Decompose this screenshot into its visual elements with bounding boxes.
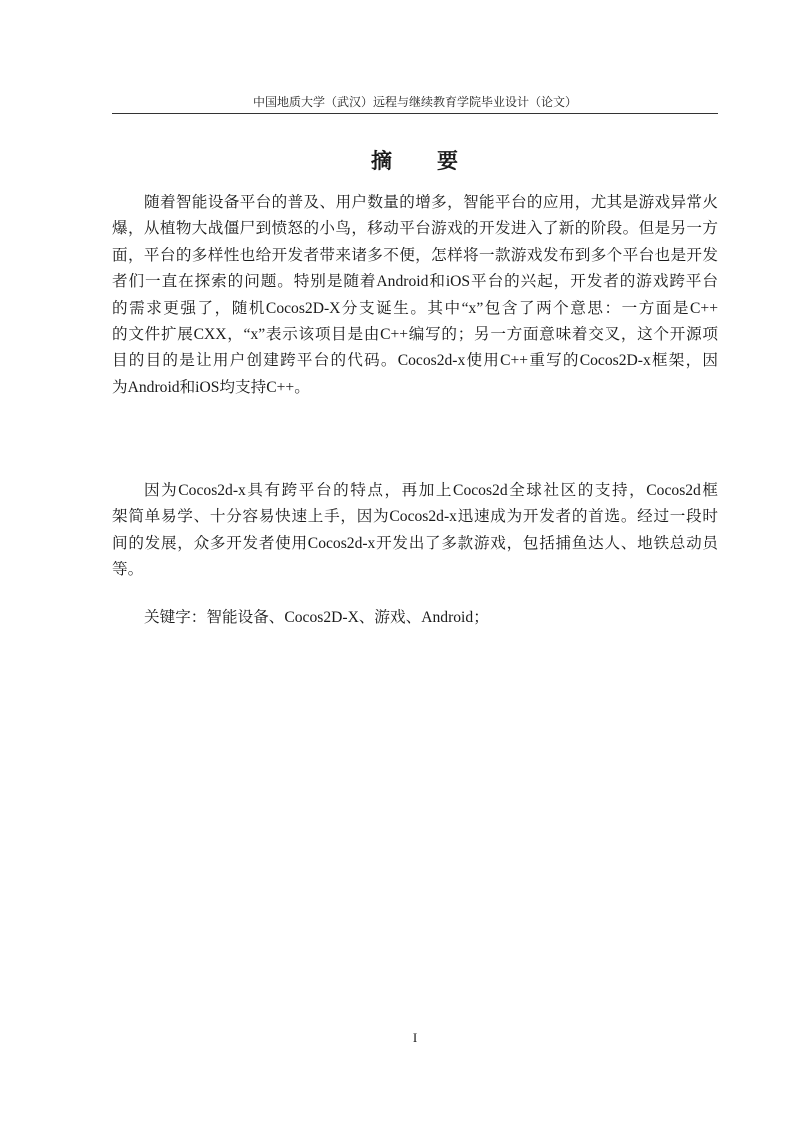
running-header: 中国地质大学（武汉）远程与继续教育学院毕业设计（论文）	[252, 95, 577, 109]
header-rule	[112, 113, 718, 114]
abstract-paragraph-2	[112, 478, 718, 584]
paragraph-line: 的需求更强了，随机Cocos2D-X分支诞生。其中“x”包含了两个意思：一方面是C++	[112, 299, 718, 317]
paragraph-line: 架简单易学、十分容易快速上手，因为Cocos2d-x迅速成为开发者的首选。经过一段时	[112, 508, 718, 526]
paragraph-line: 间的发展，众多开发者使用Cocos2d-x开发出了多款游戏，包括捕鱼达人、地铁总动员	[112, 534, 718, 552]
abstract-paragraph-1	[112, 190, 718, 401]
paragraph-line: 目的目的是让用户创建跨平台的代码。Cocos2d-x使用C++重写的Cocos2D-x框架，因	[112, 352, 718, 370]
paragraph-line: 的文件扩展CXX，“x”表示该项目是由C++编写的；另一方面意味着交叉，这个开源项	[112, 326, 718, 344]
keywords-line: 关键字：智能设备、Cocos2D-X、游戏、Android；	[144, 609, 489, 626]
paragraph-line: 面，平台的多样性也给开发者带来诸多不便，怎样将一款游戏发布到多个平台也是开发	[112, 246, 718, 264]
page-number: I	[412, 1030, 418, 1045]
paragraph-line: 者们一直在探索的问题。特别是随着Android和iOS平台的兴起，开发者的游戏跨平台	[112, 273, 718, 291]
paragraph-line: 因为Cocos2d-x具有跨平台的特点，再加上Cocos2d全球社区的支持，Cocos2d框	[144, 482, 718, 499]
paragraph-line: 爆，从植物大战僵尸到愤怒的小鸟，移动平台游戏的开发进入了新的阶段。但是另一方	[112, 220, 718, 238]
paragraph-line: 随着智能设备平台的普及、用户数量的增多，智能平台的应用，尤其是游戏异常火	[144, 194, 718, 211]
paragraph-line: 为Android和iOS均支持C++。	[112, 378, 310, 396]
paragraph-line: 等。	[112, 561, 144, 579]
abstract-title: 摘 要	[371, 149, 459, 173]
